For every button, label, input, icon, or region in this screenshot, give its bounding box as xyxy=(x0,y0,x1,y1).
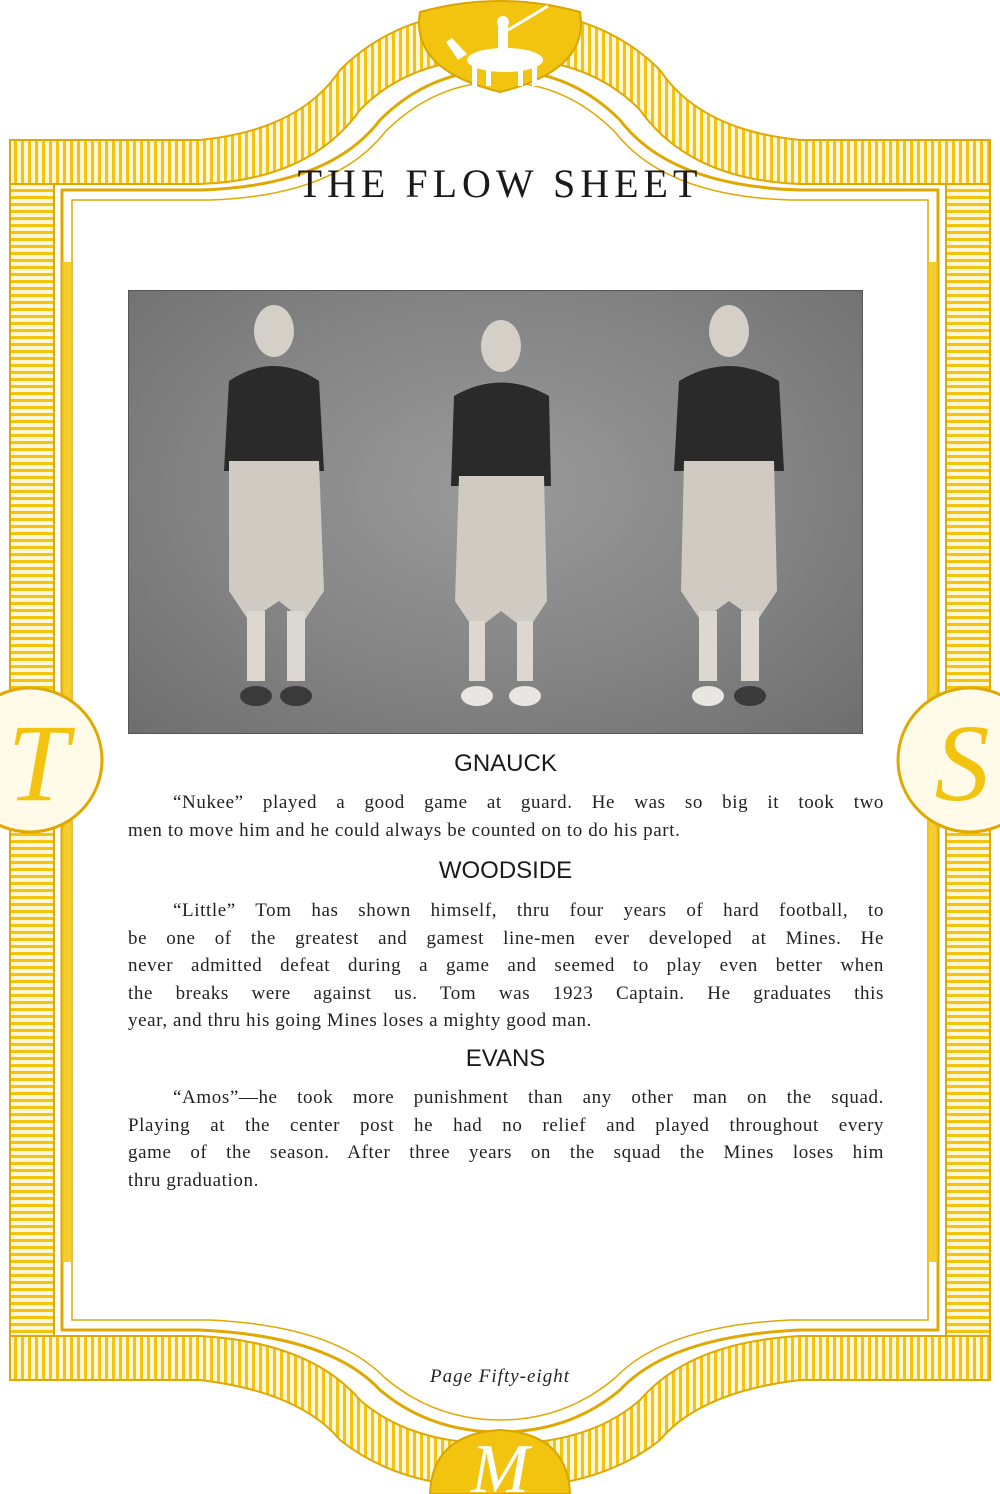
player-name-gnauck: GNAUCK xyxy=(454,750,557,777)
text-line: the breaks were against us. Tom was 1923 Captain. He graduates this xyxy=(128,982,884,1004)
player-description-evans xyxy=(128,1084,884,1194)
player-description-gnauck xyxy=(128,789,884,844)
bottom-monogram: M xyxy=(470,1431,530,1494)
left-monogram: T xyxy=(7,702,69,824)
text-line: men to move him and he could always be counted on to do his part. xyxy=(128,819,681,841)
player-description-woodside xyxy=(128,897,884,1035)
text-line: game of the season. After three years on the squad the Mines loses him xyxy=(128,1142,884,1163)
text-line: “Nukee” played a good game at guard. He was so big it took two xyxy=(173,792,884,813)
text-line: thru graduation. xyxy=(128,1169,259,1191)
team-photo xyxy=(128,290,863,734)
page-title: THE FLOW SHEET xyxy=(297,161,703,206)
text-line: “Amos”—he took more punishment than any other man on the squad. xyxy=(173,1087,884,1108)
text-line: year, and thru his going Mines loses a mighty good man. xyxy=(128,1010,592,1031)
photo-figures xyxy=(129,291,862,733)
text-line: “Little” Tom has shown himself, thru four years of hard football, to xyxy=(173,900,884,921)
player-figure xyxy=(451,320,551,706)
text-line: be one of the greatest and gamest line-men ever developed at Mines. He xyxy=(128,927,884,949)
player-name-woodside: WOODSIDE xyxy=(438,857,573,884)
text-line: never admitted defeat during a game and seemed to play even better when xyxy=(128,955,884,976)
player-name-evans: EVANS xyxy=(465,1045,546,1072)
page-number: Page Fifty-eight xyxy=(430,1366,570,1387)
player-figure xyxy=(674,305,784,706)
player-figure xyxy=(224,305,324,706)
text-line: Playing at the center post he had no relief and played throughout every xyxy=(128,1114,884,1136)
right-monogram: S xyxy=(934,702,990,824)
